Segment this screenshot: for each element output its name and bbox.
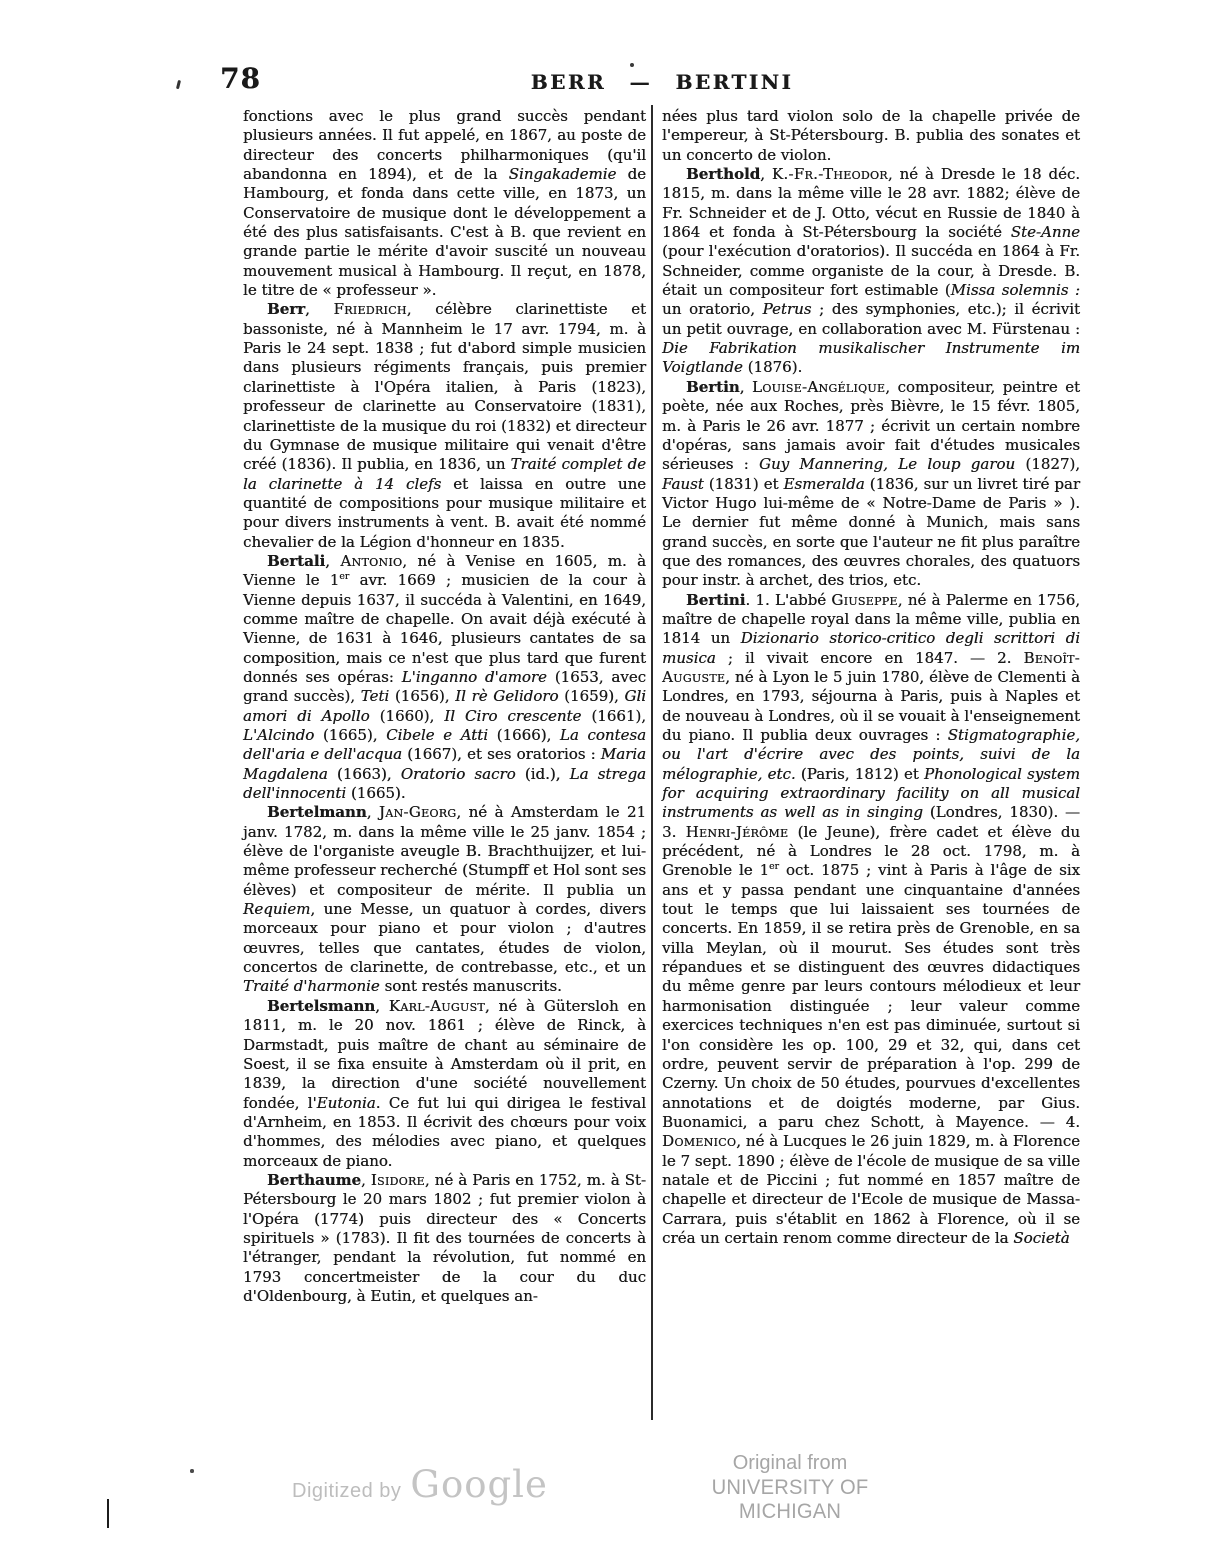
scan-speck-dot-top (630, 63, 634, 67)
page-number: 78 (220, 62, 261, 95)
scan-speck-comma (176, 80, 181, 89)
entry-berthold: Berthold, K.-Fr.-Theodor, né à Dresde le 18 déc. 1815, m. dans la même ville le 28 avr. 1882; élève de Fr. Schneider et de J. Otto, vécut en Russie de 1840 à 1864 et fonda à St-Pétersbourg la société Ste-Anne (pour l'exécution d'oratorios). Il succéda en 1864 à Fr. Schneider, comme organiste de la cour, à Dresde. B. était un compositeur fort estimable (Missa solemnis : un oratorio, Petrus ; des symphonies, etc.); il écrivit un petit ouvrage, en collaboration avec M. Fürstenau : Die Fabrikation musikalischer Instrumente im Voigtlande (1876). (662, 165, 1080, 377)
entry-berthaume: Berthaume, Isidore, né à Paris en 1752, m. à St-Pétersbourg le 20 mars 1802 ; fut premier violon à l'Opéra (1774) puis directeur des « Concerts spirituels » (1783). Il fit des tournées de concerts à l'étranger, pendant la révolution, fut nommé en 1793 concertmeister de la cour du duc d'Oldenbourg, à Eutin, et quelques an- (243, 1170, 646, 1305)
entry-berr: Berr, Friedrich, célèbre clarinettiste et bassoniste, né à Mannheim le 17 avr. 1794, m. à Paris le 24 sept. 1838 ; fut d'abord simple musicien dans plusieurs régiments français, puis premier clarinettiste à l'Opéra italien, à Paris (1823), professeur de clarinette au Conservatoire (1831), clarinettiste de la musique du roi (1832) et directeur du Gymnase de musique militaire qui venait d'être créé (1836). Il publia, en 1836, un Traité complet de la clarinette à 14 clefs et laissa en outre une quantité de compositions pour musique militaire et pour divers instruments à vent. B. avait été nommé chevalier de la Légion d'honneur en 1835. (243, 300, 646, 551)
digitized-by-google-mark (292, 1463, 548, 1506)
running-header-title: BERR — BERTINI (530, 70, 794, 94)
entry-berthaume-continuation: nées plus tard violon solo de la chapelle privée de l'empereur, à St-Pétersbourg. B. publia des sonates et un concerto de violon. (662, 107, 1080, 164)
google-logo: Google (410, 1463, 548, 1506)
original-from-block (655, 1452, 925, 1524)
scan-speck-vertical-bar (107, 1499, 109, 1528)
entry-bertin: Bertin, Louise-Angélique, compositeur, peintre et poète, née aux Roches, près Bièvre, le 15 févr. 1805, m. à Paris le 26 avr. 1877 ; écrivit un certain nombre d'opéras, sans jamais avoir fait d'études musicales sérieuses : Guy Mannering, Le loup garou (1827), Faust (1831) et Esmeralda (1836, sur un livret tiré par Victor Hugo lui-même de « Notre-Dame de Paris » ). Le dernier fut même donné à Munich, mais sans grand succès, en sorte que l'auteur ne fit plus paraître que des romances, des œuvres chorales, des quatuors pour instr. à archet, des trios, etc. (662, 377, 1080, 590)
column-divider-rule (651, 105, 653, 1420)
entry-bertali: Bertali, Antonio, né à Venise en 1605, m. à Vienne le 1er avr. 1669 ; musicien de la cour à Vienne depuis 1637, il succéda à Valentini, en 1649, comme maître de chapelle. On avait déjà exécuté à Vienne, de 1631 à 1646, plusieurs cantates de sa composition, mais ce n'est que plus tard que furent donnés ses opéras: L'inganno d'amore (1653, avec grand succès), Teti (1656), Il rè Gelidoro (1659), Gli amori di Apollo (1660), Il Ciro crescente (1661), L'Alcindo (1665), Cibele e Atti (1666), La contesa dell'aria e dell'acqua (1667), et ses oratorios : Maria Magdalena (1663), Oratorio sacro (id.), La strega dell'innocenti (1665). (243, 551, 647, 803)
entry-bertelsmann: Bertelsmann, Karl-August, né à Gütersloh en 1811, m. le 20 nov. 1861 ; élève de Rinck, à Darmstadt, puis maître de chant au séminaire de Soest, il se fixa ensuite à Amsterdam où il prit, en 1839, la direction d'une société nouvellement fondée, l'Eutonia. Ce fut lui qui dirigea le festival d'Arnheim, en 1853. Il écrivit des chœurs pour voix d'hommes, des mélodies avec piano, et quelques morceaux de piano. (243, 996, 646, 1170)
entry-bertini: Bertini. 1. L'abbé Giuseppe, né à Palerme en 1756, maître de chapelle royal dans la même ville, publia en 1814 un Dizionario storico-critico degli scrittori di musica ; il vivait encore en 1847. — 2. Benoît-Auguste, né à Lyon le 5 juin 1780, élève de Clementi à Londres, en 1793, séjourna à Paris, puis à Naples et de nouveau à Londres, où il se vouait à l'enseignement du piano. Il publia deux ouvrages : Stigmatographie, ou l'art d'écrire avec des points, suivi de la mélographie, etc. (Paris, 1812) et Phonological system for acquiring extraordinary facility on all musical instruments as well as in singing (Londres, 1830). — 3. Henri-Jérôme (le Jeune), frère cadet et élève du précédent, né à Londres le 28 oct. 1798, m. à Grenoble le 1er oct. 1875 ; vint à Paris à l'âge de six ans et y passa pendant une cinquantaine d'années tout le temps que lui laissaient ses tournées de concerts. En 1859, il se retira près de Grenoble, en sa villa Meylan, où il mourut. Ses études sont très répandues et se distinguent des œuvres didactiques du même genre par leurs contours mélodieux et leur harmonisation distinguée ; leur valeur comme exercices techniques n'en est pas diminuée, surtout si l'on considère les op. 100, 29 et 32, qui, dans cet ordre, peuvent servir de préparation à l'op. 299 de Czerny. Un choix de 50 études, pourvues d'excellentes annotations et de doigtés moderne, par Gius. Buonamici, a paru chez Schott, à Mayence. — 4. Domenico, né à Lucques le 26 juin 1829, m. à Florence le 7 sept. 1890 ; élève de l'école de musique de sa ville natale et de Piccini ; fut nommé en 1857 maître de chapelle et directeur de l'Ecole de musique de Massa-Carrara, puis s'établit en 1862 à Florence, où il se créa un certain renom comme directeur de la Società (662, 590, 1080, 1247)
institution-label: UNIVERSITY OF MICHIGAN (711, 1476, 869, 1523)
right-text-column (662, 107, 1080, 1248)
entry-bertelmann: Bertelmann, Jan-Georg, né à Amsterdam le 21 janv. 1782, m. dans la même ville le 25 janv. 1854 ; élève de l'organiste aveugle B. Brachthuijzer, et lui-même professeur recherché (Stumpff et Hol sont ses élèves) et compositeur de mérite. Il publia un Requiem, une Messe, un quatuor à cordes, divers morceaux pour piano et pour violon ; d'autres œuvres, telles que cantates, études de violon, concertos de clarinette, de contrebasse, etc., et un Traité d'harmonie sont restés manuscrits. (243, 803, 646, 996)
left-text-column (243, 107, 646, 1306)
original-from-label: Original from (732, 1452, 848, 1474)
digitized-by-label: Digitized by (292, 1480, 402, 1502)
previous-entry-continuation: fonctions avec le plus grand succès pendant plusieurs années. Il fut appelé, en 1867, au poste de directeur des concerts philharmoniques (qu'il abandonna en 1894), et de la Singakademie de Hambourg, et fonda dans cette ville, en 1873, un Conservatoire de musique dont le développement a été des plus satisfaisants. C'est à B. que revient en grande partie le mérite d'avoir suscité un nouveau mouvement musical à Hambourg. Il reçut, en 1878, le titre de « professeur ». (243, 107, 647, 300)
scan-speck-dot-bottom (190, 1469, 194, 1473)
